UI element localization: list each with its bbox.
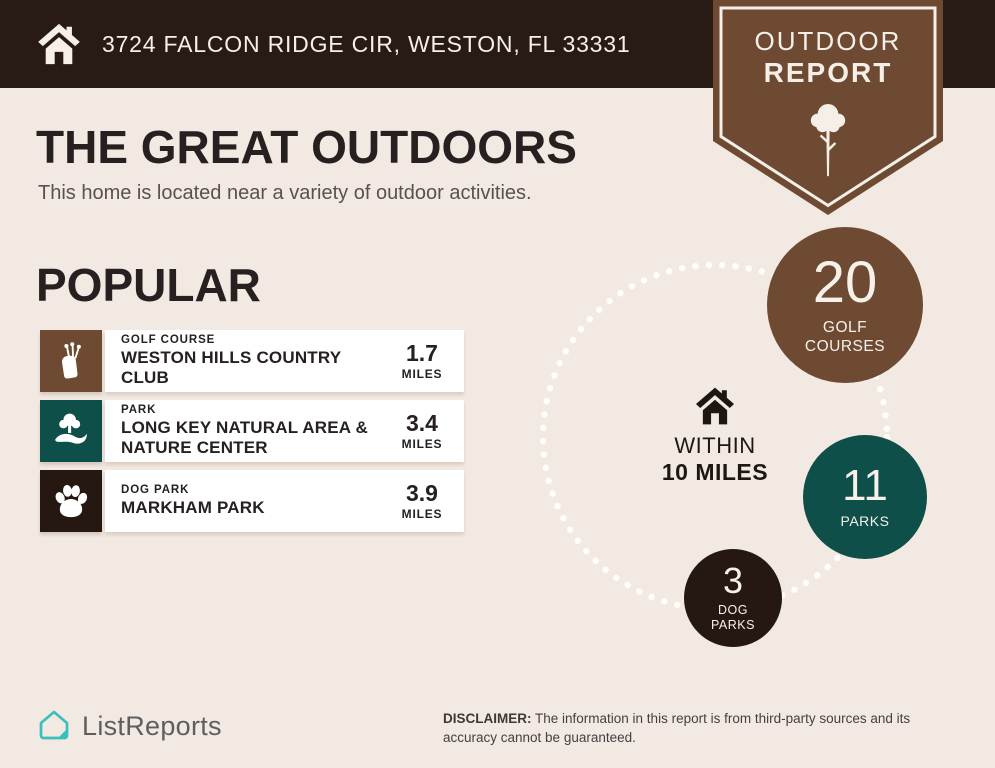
home-icon: [694, 386, 736, 426]
disclaimer-text: The information in this report is from third-party sources and its accuracy cannot be guaranteed.: [443, 711, 911, 745]
dog-parks-count: 3: [722, 560, 744, 601]
bubble-golf-courses: [767, 227, 923, 383]
home-icon: [36, 22, 82, 66]
item-category: PARK: [121, 403, 157, 416]
tree-icon: [806, 100, 850, 178]
golf-bag-icon: [40, 330, 102, 392]
golf-courses-label: GOLF COURSES: [804, 318, 886, 355]
popular-list: [40, 330, 464, 532]
parks-count: 11: [842, 461, 888, 511]
dog-parks-label: DOG PARKS: [711, 603, 755, 632]
list-item-body: [105, 470, 464, 532]
disclaimer-label: DISCLAIMER:: [443, 711, 532, 726]
list-item-golf-course: [40, 330, 464, 392]
park-icon: [40, 400, 102, 462]
item-distance: 1.7 MILES: [401, 339, 443, 381]
golf-courses-count: 20: [812, 249, 878, 315]
property-address: 3724 FALCON RIDGE CIR, WESTON, FL 33331: [102, 30, 631, 57]
item-distance: 3.4 MILES: [401, 409, 443, 451]
bubble-dog-parks: [684, 549, 782, 647]
ribbon-title-line1: OUTDOOR: [754, 26, 902, 56]
report-ribbon: [713, 0, 943, 218]
item-name: WESTON HILLS COUNTRY CLUB: [121, 347, 341, 387]
radius-center-label: [650, 386, 780, 486]
parks-label: PARKS: [840, 513, 890, 530]
ribbon-title-line2: REPORT: [763, 57, 893, 88]
bubble-parks: [803, 435, 927, 559]
page-title: THE GREAT OUTDOORS: [36, 121, 577, 173]
page-subtitle: This home is located near a variety of outdoor activities.: [38, 182, 532, 204]
list-item-body: [105, 330, 464, 392]
listreports-logo-icon: [36, 708, 72, 744]
item-category: DOG PARK: [121, 483, 190, 496]
distance-label: 10 MILES: [661, 459, 769, 485]
list-item-body: [105, 400, 464, 462]
list-item-dog-park: [40, 470, 464, 532]
disclaimer: [443, 710, 963, 747]
item-category: GOLF COURSE: [121, 333, 216, 346]
popular-heading: POPULAR: [36, 259, 261, 311]
brand-name: ListReports: [82, 710, 222, 741]
list-item-park: [40, 400, 464, 462]
within-label: WITHIN: [674, 433, 756, 458]
item-name: LONG KEY NATURAL AREA & NATURE CENTER: [121, 417, 369, 457]
item-distance: 3.9 MILES: [401, 479, 443, 521]
item-name: MARKHAM PARK: [121, 497, 265, 517]
paw-icon: [40, 470, 102, 532]
listreports-brand: [36, 706, 222, 746]
